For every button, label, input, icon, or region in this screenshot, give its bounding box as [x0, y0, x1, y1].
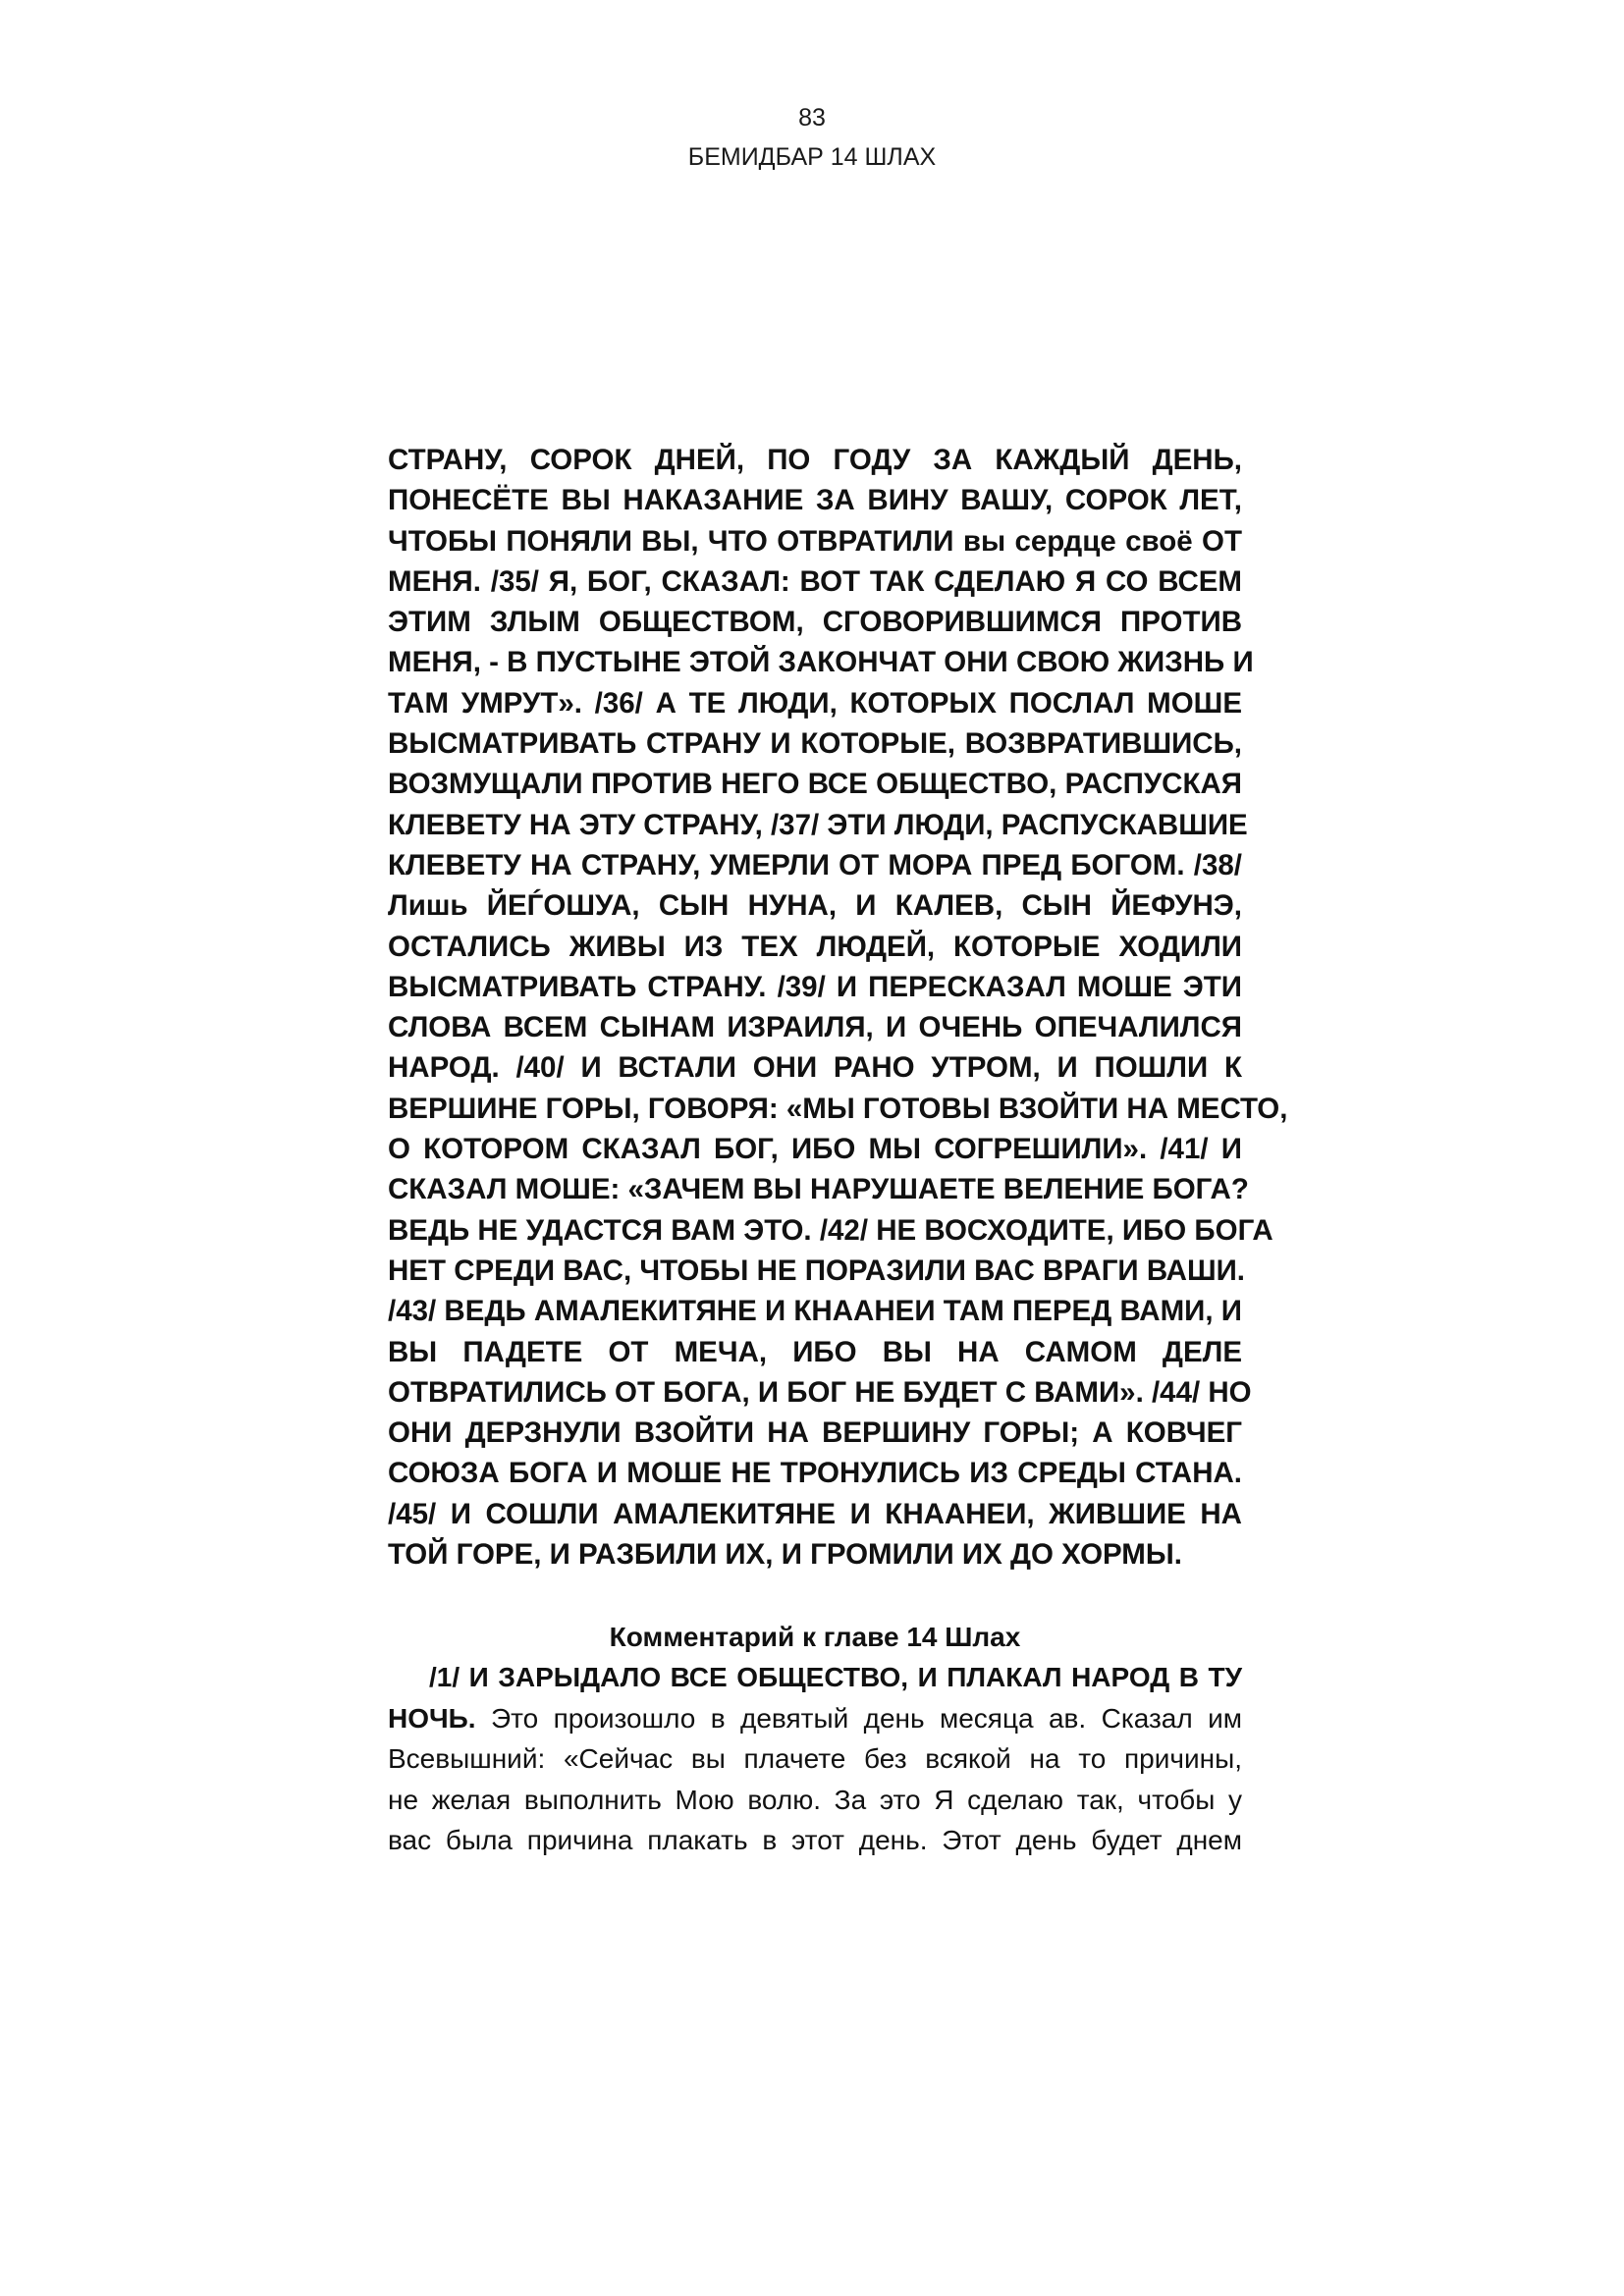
verse-line: КЛЕВЕТУ НА СТРАНУ, УМЕРЛИ ОТ МОРА ПРЕД БОГОМ. /38/	[388, 848, 1242, 881]
verse-line: МЕНЯ. /35/ Я, БОГ, СКАЗАЛ: ВОТ ТАК СДЕЛАЮ Я СО ВСЕМ	[388, 564, 1242, 598]
commentary-body	[388, 1657, 1242, 1861]
verse-line: /45/ И СОШЛИ АМАЛЕКИТЯНЕ И КНААНЕИ, ЖИВШИЕ НА	[388, 1497, 1242, 1530]
commentary-verse-heading: /1/ И ЗАРЫДАЛО ВСЕ ОБЩЕСТВО, И ПЛАКАЛ НАРОД В ТУ	[429, 1662, 1242, 1693]
verse-line: /43/ ВЕДЬ АМАЛЕКИТЯНЕ И КНААНЕИ ТАМ ПЕРЕД ВАМИ, И	[388, 1295, 1242, 1328]
verse-block	[388, 440, 1288, 1575]
verse-line: ВЫСМАТРИВАТЬ СТРАНУ. /39/ И ПЕРЕСКАЗАЛ МОШЕ ЭТИ	[388, 970, 1242, 1003]
verse-line: КЛЕВЕТУ НА ЭТУ СТРАНУ, /37/ ЭТИ ЛЮДИ, РАСПУСКАВШИЕ	[388, 808, 1248, 841]
verse-line: СТРАНУ, СОРОК ДНЕЙ, ПО ГОДУ ЗА КАЖДЫЙ ДЕНЬ,	[388, 444, 1242, 476]
verse-line: СОЮЗА БОГА И МОШЕ НЕ ТРОНУЛИСЬ ИЗ СРЕДЫ СТАНА.	[388, 1457, 1242, 1490]
page-number: 83	[798, 104, 826, 132]
verse-line: СКАЗАЛ МОШЕ: «ЗАЧЕМ ВЫ НАРУШАЕТЕ ВЕЛЕНИЕ БОГА?	[388, 1173, 1249, 1206]
verse-line: ТОЙ ГОРЕ, И РАЗБИЛИ ИХ, И ГРОМИЛИ ИХ ДО ХОРМЫ.	[388, 1538, 1182, 1572]
verse-line: ЧТОБЫ ПОНЯЛИ ВЫ, ЧТО ОТВРАТИЛИ вы сердце своё ОТ	[388, 524, 1242, 558]
verse-line: ОНИ ДЕРЗНУЛИ ВЗОЙТИ НА ВЕРШИНУ ГОРЫ; А КОВЧЕГ	[388, 1416, 1242, 1450]
running-title: БЕМИДБАР 14 ШЛАХ	[687, 143, 937, 171]
commentary-text: Это произошло в девятый день месяца ав. Сказал им	[475, 1702, 1242, 1734]
verse-line: ЭТИМ ЗЛЫМ ОБЩЕСТВОМ, СГОВОРИВШИМСЯ ПРОТИВ	[388, 606, 1242, 639]
text-column	[388, 440, 1288, 1861]
verse-line: ВЫ ПАДЕТЕ ОТ МЕЧА, ИБО ВЫ НА САМОМ ДЕЛЕ	[388, 1335, 1242, 1368]
verse-line: ВЫСМАТРИВАТЬ СТРАНУ И КОТОРЫЕ, ВОЗВРАТИВШИСЬ,	[388, 727, 1242, 761]
commentary-line	[388, 1698, 1242, 1739]
commentary-line: вас была причина плакать в этот день. Этот день будет днем	[388, 1825, 1242, 1856]
verse-line: НАРОД. /40/ И ВСТАЛИ ОНИ РАНО УТРОМ, И ПОШЛИ К	[388, 1051, 1242, 1085]
verse-line: СЛОВА ВСЕМ СЫНАМ ИЗРАИЛЯ, И ОЧЕНЬ ОПЕЧАЛИЛСЯ	[388, 1011, 1242, 1044]
verse-line: ОТВРАТИЛИСЬ ОТ БОГА, И БОГ НЕ БУДЕТ С ВАМИ». /44/ НО	[388, 1375, 1252, 1409]
verse-line: ПОНЕСЁТЕ ВЫ НАКАЗАНИЕ ЗА ВИНУ ВАШУ, СОРОК ЛЕТ,	[388, 484, 1242, 517]
verse-line: Лишь ЙЕЃОШУА, СЫН НУНА, И КАЛЕВ, СЫН ЙЕФУНЭ,	[388, 889, 1242, 923]
commentary-line: Всевышний: «Сейчас вы плачете без всякой на то причины,	[388, 1743, 1242, 1775]
verse-line: ОСТАЛИСЬ ЖИВЫ ИЗ ТЕХ ЛЮДЕЙ, КОТОРЫЕ ХОДИЛИ	[388, 930, 1242, 963]
verse-line: МЕНЯ, - В ПУСТЫНЕ ЭТОЙ ЗАКОНЧАТ ОНИ СВОЮ ЖИЗНЬ И	[388, 646, 1254, 679]
verse-line: ВОЗМУЩАЛИ ПРОТИВ НЕГО ВСЕ ОБЩЕСТВО, РАСПУСКАЯ	[388, 768, 1242, 801]
commentary-verse-heading-end: НОЧЬ.	[388, 1702, 476, 1734]
verse-line: О КОТОРОМ СКАЗАЛ БОГ, ИБО МЫ СОГРЕШИЛИ». /41/ И	[388, 1133, 1242, 1166]
commentary-line: не желая выполнить Мою волю. За это Я сделаю так, чтобы у	[388, 1784, 1242, 1815]
verse-line: ВЕРШИНЕ ГОРЫ, ГОВОРЯ: «МЫ ГОТОВЫ ВЗОЙТИ НА МЕСТО,	[388, 1092, 1288, 1125]
page-header	[0, 98, 1624, 177]
verse-line: ВЕДЬ НЕ УДАСТСЯ ВАМ ЭТО. /42/ НЕ ВОСХОДИТЕ, ИБО БОГА	[388, 1213, 1273, 1247]
commentary-title: Комментарий к главе 14 Шлах	[609, 1622, 1021, 1653]
verse-line: ТАМ УМРУТ». /36/ А ТЕ ЛЮДИ, КОТОРЫХ ПОСЛАЛ МОШЕ	[388, 686, 1242, 720]
verse-line: НЕТ СРЕДИ ВАС, ЧТОБЫ НЕ ПОРАЗИЛИ ВАС ВРАГИ ВАШИ.	[388, 1254, 1246, 1287]
